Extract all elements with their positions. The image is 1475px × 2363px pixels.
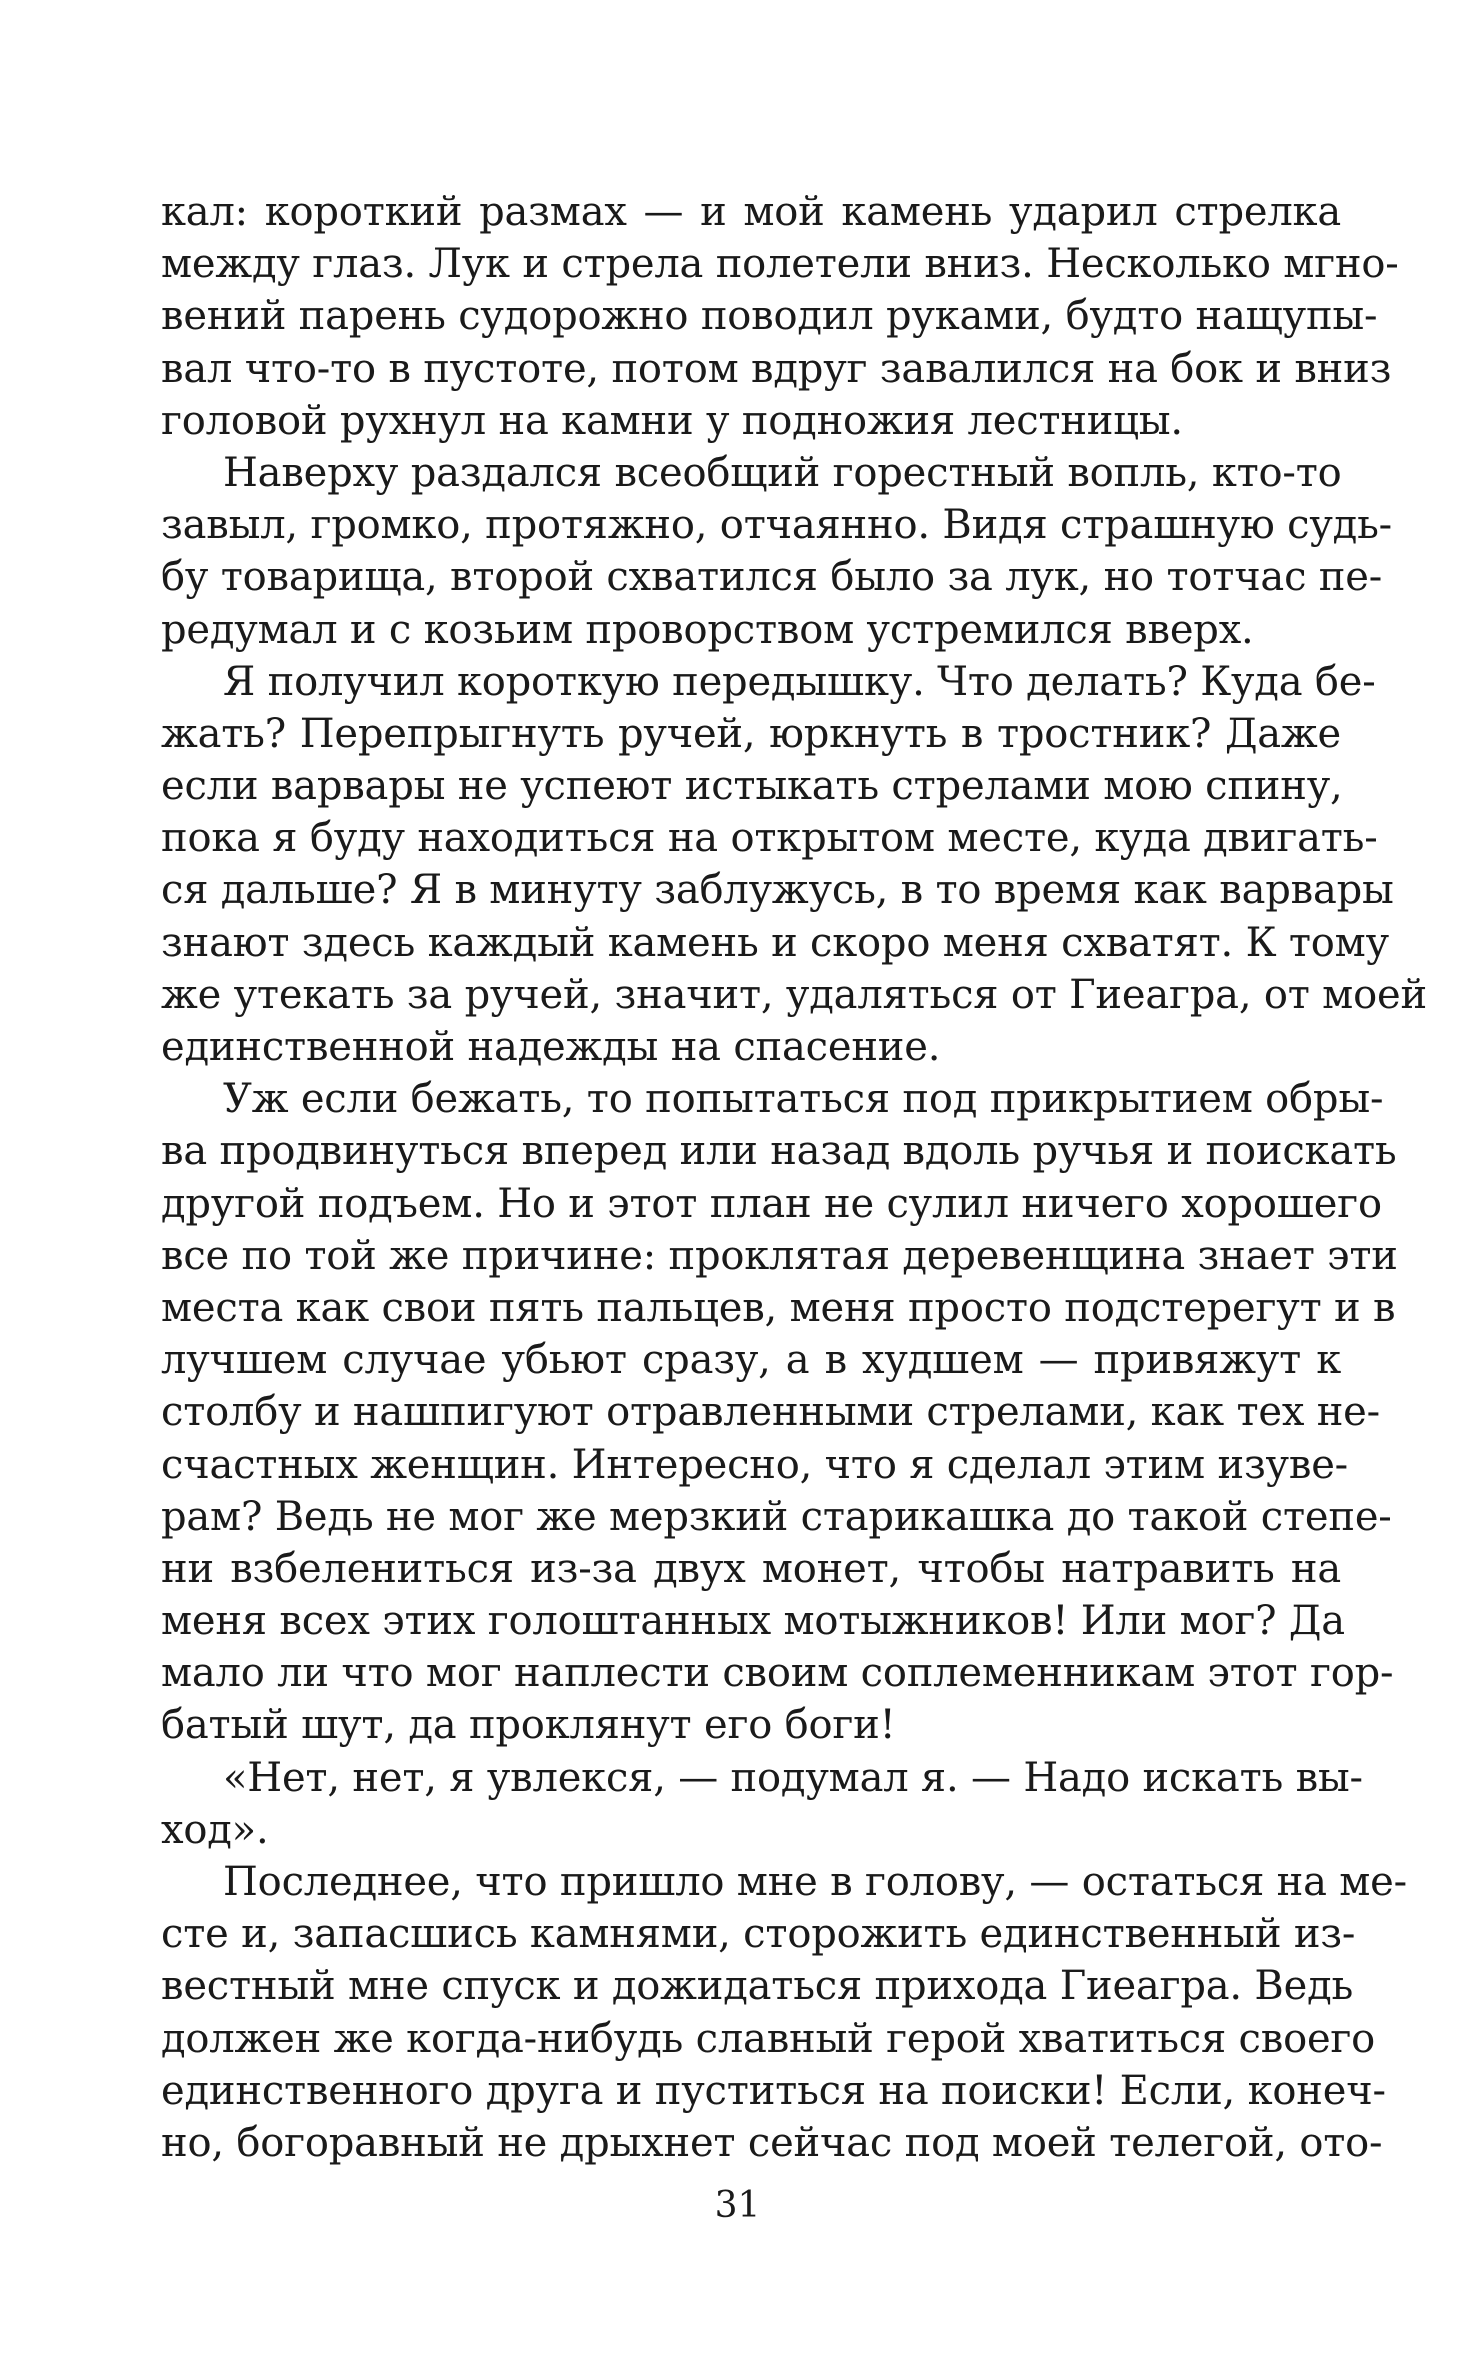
text-line: «Нет, нет, я увлекся, — подумал я. — Надо искать вы- <box>223 1754 1363 1801</box>
text-line: завыл, громко, протяжно, отчаянно. Видя страшную судь- <box>161 502 1392 549</box>
text-line: если варвары не успеют истыкать стрелами мою спину, <box>161 763 1343 810</box>
text-line: все по той же причине: проклятая деревенщина знает эти <box>161 1232 1398 1279</box>
text-line: ход». <box>161 1806 269 1853</box>
text-line: бу товарища, второй схватился было за лук, но тотчас пе- <box>161 554 1383 601</box>
text-line: ни взбелениться из-за двух монет, чтобы натравить на <box>161 1545 1341 1592</box>
text-line: редумал и с козьим проворством устремился вверх. <box>161 606 1254 653</box>
page-number: 31 <box>714 2185 761 2226</box>
text-line: счастных женщин. Интересно, что я сделал этим изуве- <box>161 1441 1349 1488</box>
text-line: вал что-то в пустоте, потом вдруг завалился на бок и вниз <box>161 345 1392 392</box>
text-line: Наверху раздался всеобщий горестный вопль, кто-то <box>223 449 1342 496</box>
text-line: места как свои пять пальцев, меня просто подстерегут и в <box>161 1284 1396 1331</box>
text-line: между глаз. Лук и стрела полетели вниз. Несколько мгно- <box>161 241 1399 288</box>
text-line: батый шут, да проклянут его боги! <box>161 1702 896 1749</box>
text-line: вений парень судорожно поводил руками, будто нащупы- <box>161 293 1378 340</box>
text-line: мало ли что мог наплести своим соплеменникам этот гор- <box>161 1650 1394 1697</box>
text-line: знают здесь каждый камень и скоро меня схватят. К тому <box>161 919 1389 966</box>
text-line: вестный мне спуск и дожидаться прихода Гиеагра. Ведь <box>161 1963 1354 2010</box>
text-line: должен же когда-нибудь славный герой хватиться своего <box>161 2015 1376 2062</box>
text-line: же утекать за ручей, значит, удаляться от Гиеагра, от моей <box>161 971 1427 1018</box>
text-line: другой подъем. Но и этот план не сулил ничего хорошего <box>161 1180 1382 1227</box>
text-line: кал: короткий размах — и мой камень ударил стрелка <box>161 189 1341 235</box>
text-line: жать? Перепрыгнуть ручей, юркнуть в тростник? Даже <box>161 710 1341 757</box>
body-text <box>161 186 1427 2169</box>
text-line: столбу и нашпигуют отравленными стрелами, как тех не- <box>161 1389 1380 1436</box>
text-line: рам? Ведь не мог же мерзкий старикашка до такой степе- <box>161 1493 1392 1540</box>
text-line: Последнее, что пришло мне в голову, — остаться на ме- <box>223 1859 1407 1905</box>
text-line: пока я буду находиться на открытом месте, куда двигать- <box>161 815 1378 862</box>
text-line: но, богоравный не дрыхнет сейчас под моей телегой, ото- <box>161 2119 1383 2166</box>
text-line: меня всех этих голоштанных мотыжников! Или мог? Да <box>161 1598 1345 1645</box>
text-line: единственного друга и пуститься на поиски! Если, конеч- <box>161 2067 1386 2114</box>
text-line: сте и, запасшись камнями, сторожить единственный из- <box>161 1911 1356 1958</box>
text-line: ся дальше? Я в минуту заблужусь, в то время как варвары <box>161 867 1394 914</box>
text-line: лучшем случае убьют сразу, а в худшем — привяжут к <box>161 1337 1341 1384</box>
text-line: Я получил короткую передышку. Что делать? Куда бе- <box>223 658 1376 705</box>
text-line: ва продвинуться вперед или назад вдоль ручья и поискать <box>161 1128 1397 1175</box>
text-line: Уж если бежать, то попытаться под прикрытием обры- <box>223 1076 1384 1123</box>
text-line: единственной надежды на спасение. <box>161 1024 941 1070</box>
text-line: головой рухнул на камни у подножия лестницы. <box>161 397 1183 444</box>
